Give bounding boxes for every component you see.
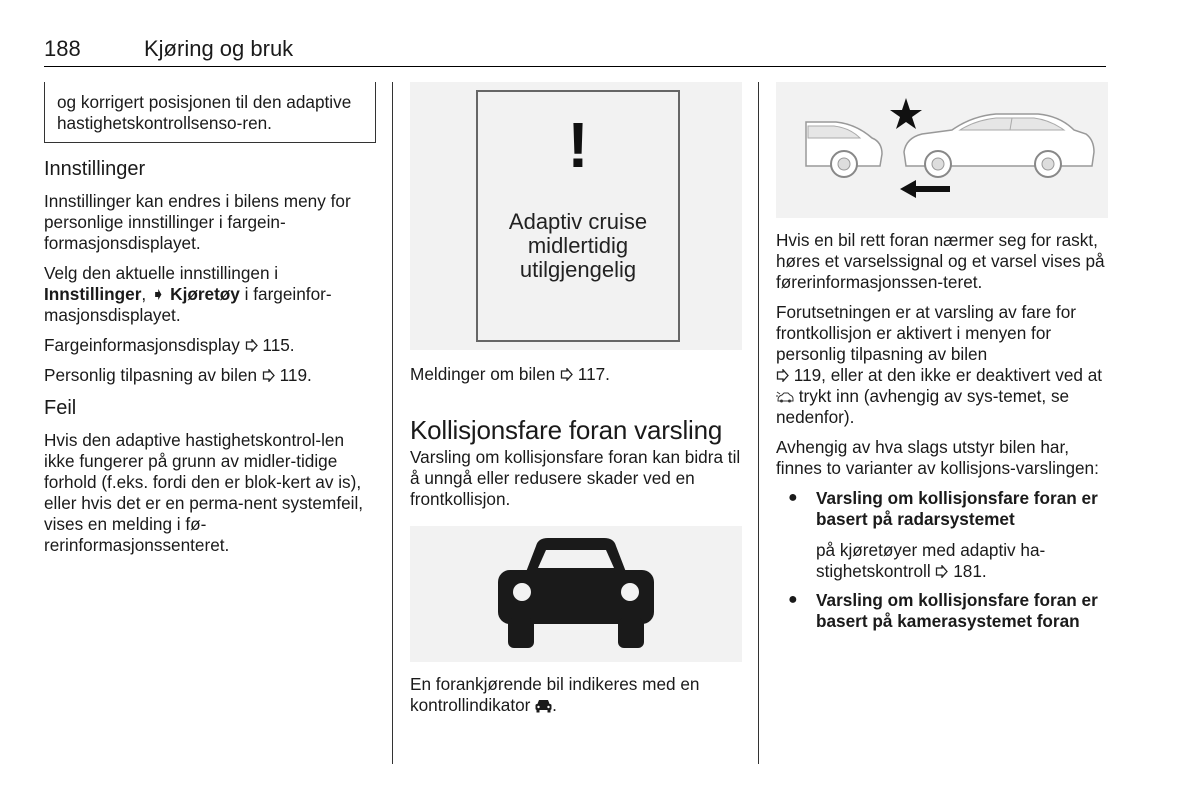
note-box	[44, 82, 376, 143]
paragraph-variants: Avhengig av hva slags utstyr bilen har, finnes to varianter av kollisjons-varslingen:	[776, 437, 1099, 478]
variant-list	[776, 488, 1108, 632]
variant-radar-text[interactable]: på kjøretøyer med adaptiv ha-stighetskontroll 181.	[816, 540, 1046, 581]
list-item	[776, 488, 1108, 582]
note-text: og korrigert posisjonen til den adaptive hastighetskontrollsenso-ren.	[57, 92, 352, 133]
paragraph-prerequisite: Forutsetningen er at varsling av fare for frontkollisjon er aktivert i menyen for personlig tilpasning av bilen 119, eller at den ikke er deaktivert ved at trykt inn (avhengig av sys-temet, se nedenfor).	[776, 302, 1103, 427]
reference-personal-settings[interactable]: Personlig tilpasning av bilen 119.	[44, 365, 312, 385]
chapter-title: Kjøring og bruk	[144, 36, 294, 61]
fault-paragraph: Hvis den adaptive hastighetskontrol-len ikke fungerer på grunn av midler-tidige forhold (f.eks. fordi den er blok-kert av is), eller hvis det er en perma-nent systemfeil, vises en melding i fø-rerinformasjonssenteret.	[44, 430, 364, 555]
exclamation-icon: !	[567, 109, 589, 181]
car-indicator-figure	[410, 526, 742, 662]
list-item	[776, 590, 1108, 632]
car-front-icon	[535, 698, 552, 713]
bullet-icon: ●	[788, 591, 798, 608]
fcw-heading: Kollisjonsfare foran varsling	[410, 415, 723, 445]
display-message-text: Adaptiv cruise midlertidig utilgjengelig	[508, 209, 648, 282]
settings-paragraph-1: Innstillinger kan endres i bilens meny for personlige innstillinger i fargein-formasjonsdisplayet.	[44, 191, 351, 253]
fcw-paragraph: Varsling om kollisjonsfare foran kan bidra til å unngå eller redusere skader ved en frontkollisjon.	[410, 447, 741, 509]
collision-warning-button-icon	[776, 390, 794, 404]
menu-path-vehicle: Kjøretøy	[165, 284, 240, 304]
menu-path-settings: Innstillinger	[44, 284, 142, 304]
menu-arrow-icon: ➧	[150, 284, 166, 304]
car-front-icon	[410, 526, 742, 662]
display-message-box	[476, 90, 680, 342]
reference-color-display[interactable]: Fargeinformasjonsdisplay 115.	[44, 335, 295, 355]
column-divider-2	[758, 82, 759, 764]
variant-radar-label: Varsling om kollisjonsfare foran er basert på radarsystemet	[816, 488, 1098, 529]
page-reference-arrow-icon	[245, 339, 258, 352]
page-reference-arrow-icon	[560, 368, 573, 381]
reference-vehicle-messages[interactable]: Meldinger om bilen 117.	[410, 364, 610, 384]
display-message-figure	[410, 82, 742, 350]
page-number: 188	[44, 36, 81, 61]
settings-heading: Innstillinger	[44, 158, 146, 180]
paragraph-approach: Hvis en bil rett foran nærmer seg for raskt, høres et varselssignal og et varsel vises på førerinformasjonssen-teret.	[776, 230, 1105, 292]
column-left	[44, 82, 374, 565]
column-middle	[410, 82, 742, 725]
page-reference-arrow-icon	[776, 369, 789, 382]
page-header	[44, 34, 1106, 67]
bullet-icon: ●	[788, 489, 798, 506]
variant-camera-label: Varsling om kollisjonsfare foran er basert på kamerasystemet foran	[816, 590, 1098, 631]
page-reference-arrow-icon	[935, 565, 948, 578]
column-divider-1	[392, 82, 393, 764]
page-reference-arrow-icon	[262, 369, 275, 382]
settings-paragraph-2: Velg den aktuelle innstillingen i Innstillinger, ➧ Kjøretøy i fargeinfor-masjonsdisplayet.	[44, 263, 332, 325]
collision-illustration	[776, 82, 1108, 218]
collision-illustration-graphic	[776, 82, 1108, 218]
column-right	[776, 82, 1108, 642]
fault-heading: Feil	[44, 397, 77, 419]
indicator-paragraph: En forankjørende bil indikeres med en kontrollindikator .	[410, 674, 700, 715]
